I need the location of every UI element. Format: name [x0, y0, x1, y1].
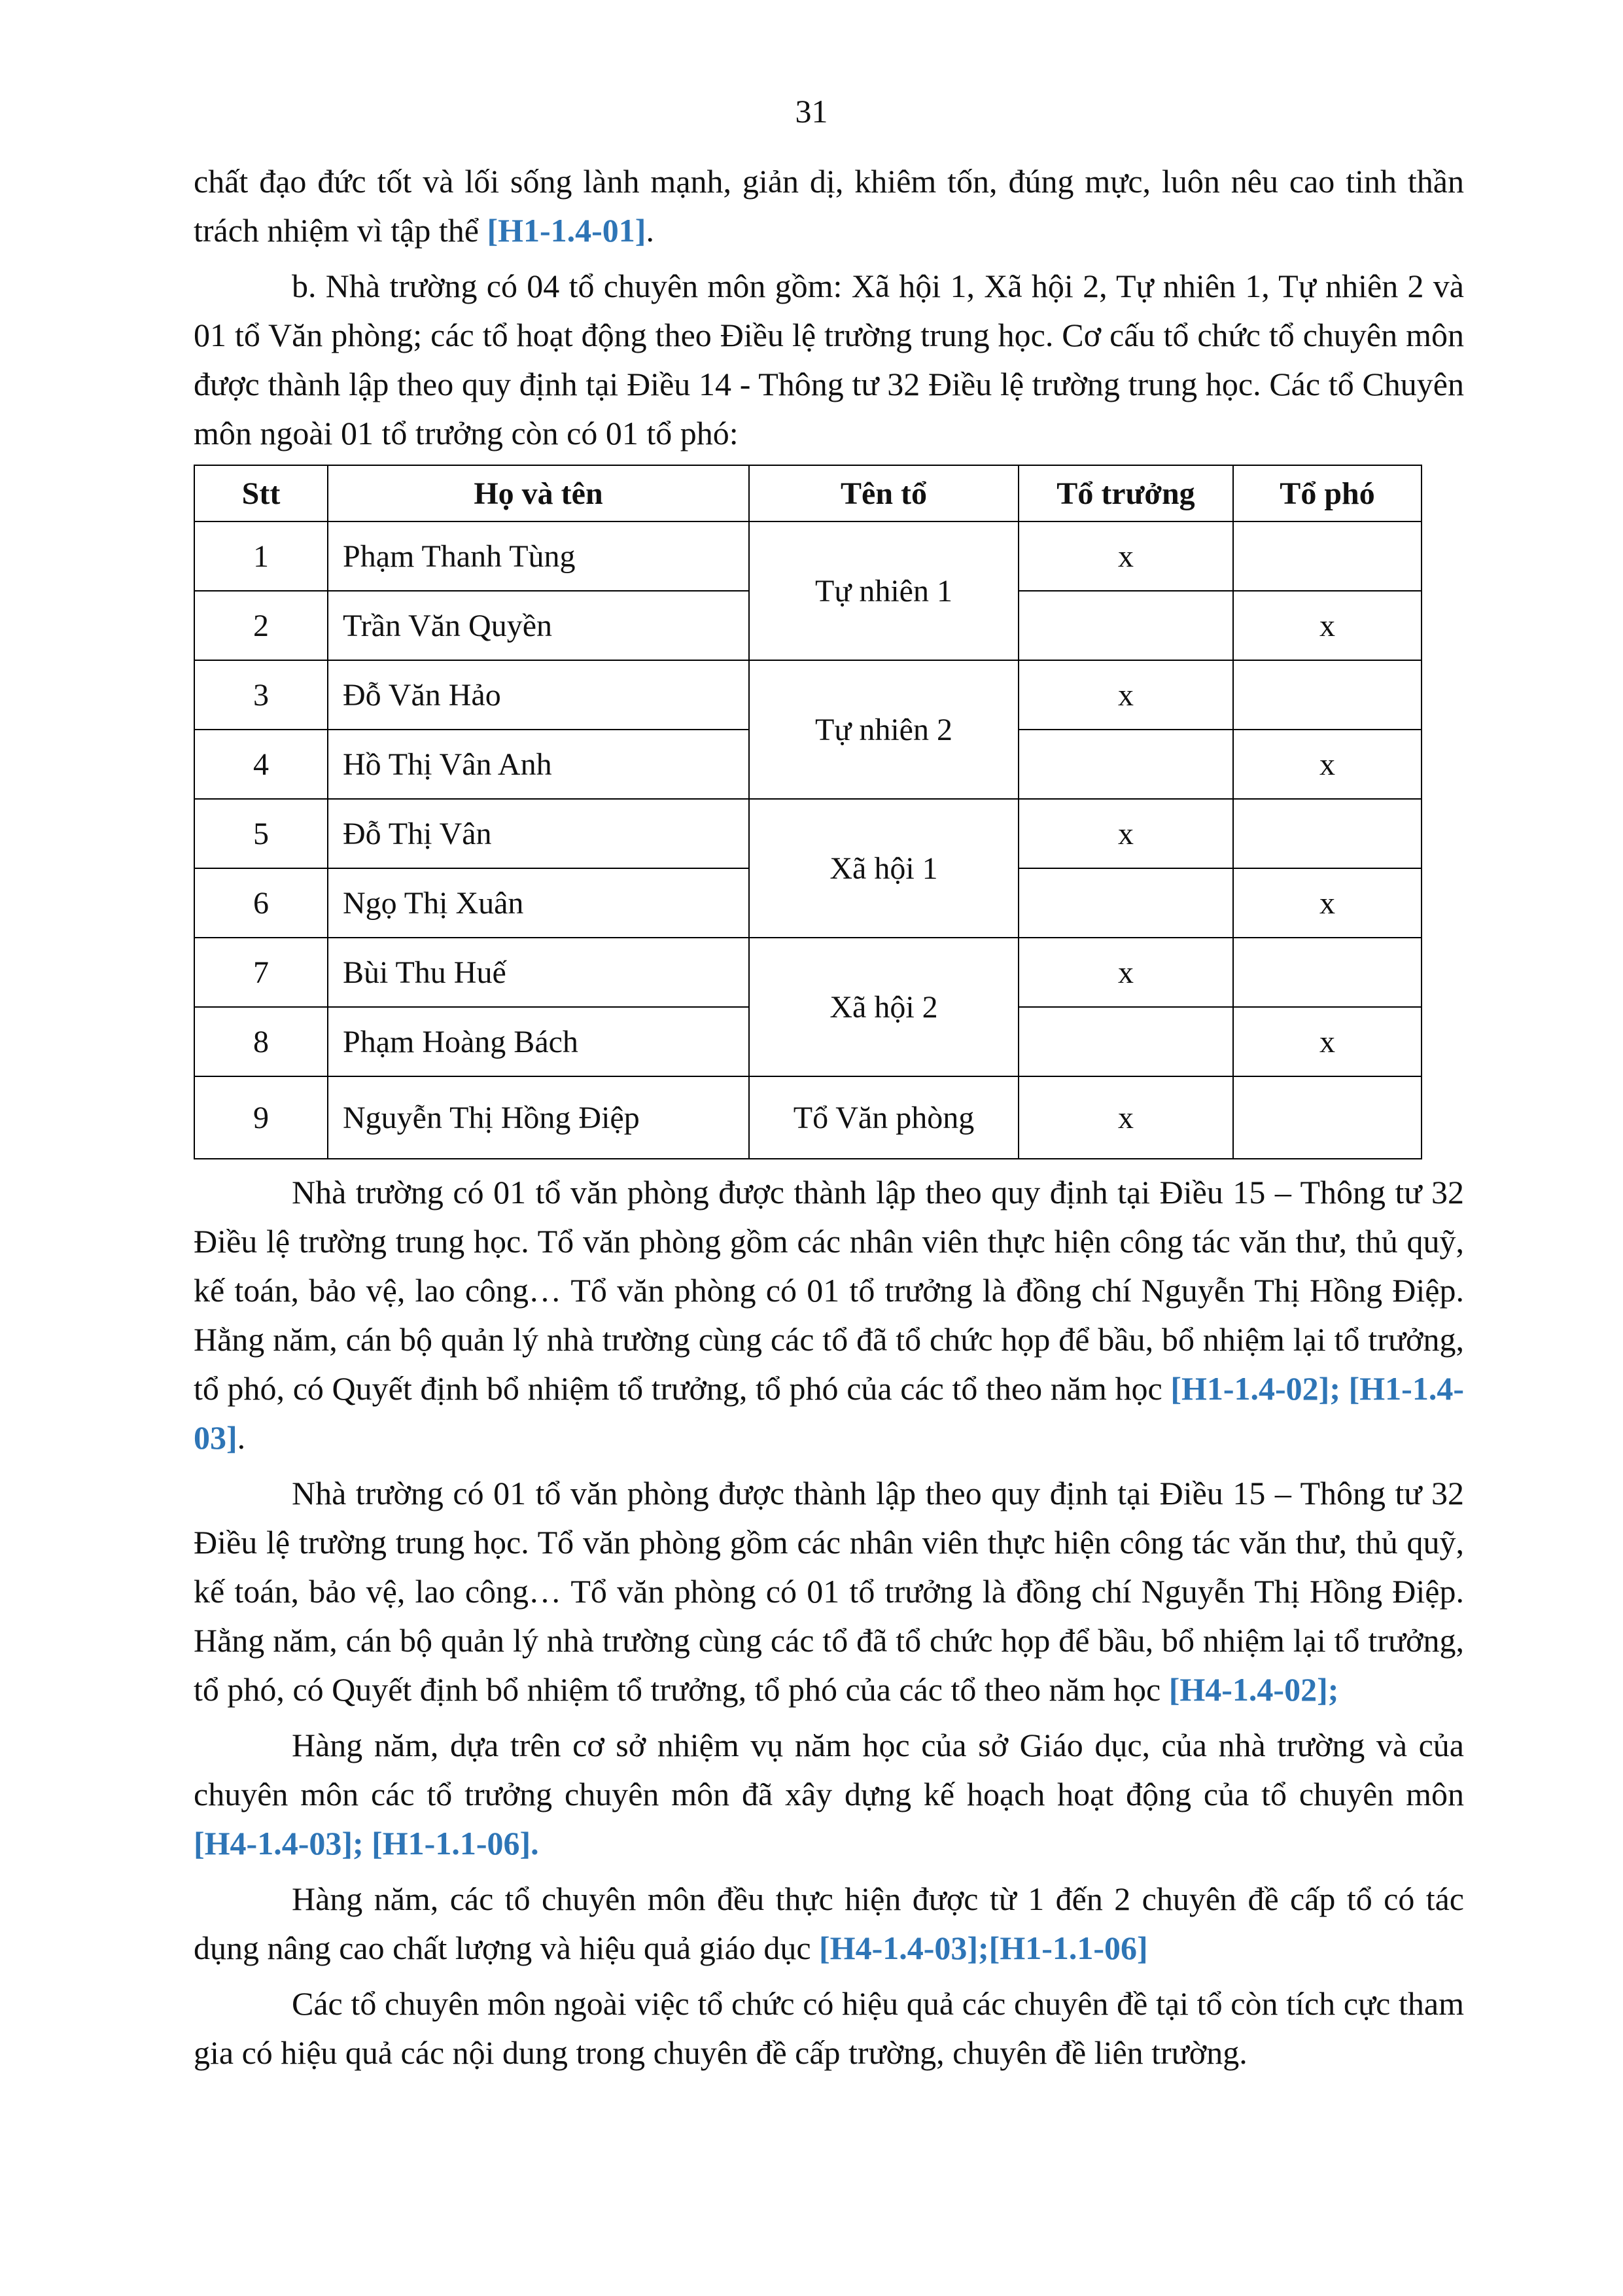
header-group: Tên tổ [749, 465, 1019, 521]
cell-name: Hồ Thị Vân Anh [328, 730, 749, 799]
cell-leader: x [1019, 938, 1233, 1007]
evidence-ref: [H4-1.4-02]; [1168, 1671, 1339, 1708]
cell-stt: 2 [194, 591, 328, 660]
paragraph [194, 1168, 1464, 1462]
cell-stt: 9 [194, 1076, 328, 1159]
header-deputy: Tổ phó [1233, 465, 1422, 521]
cell-stt: 8 [194, 1007, 328, 1076]
table-row [194, 799, 1422, 868]
paragraph-text: Nhà trường có 01 tổ văn phòng được thành lập theo quy định tại Điều 15 – Thông tư 32 Điều lệ trường trung học. Tổ văn phòng gồm các nhân viên thực hiện công tác văn thư, thủ quỹ, kế toán, bảo vệ, lao công… Tổ văn phòng có 01 tổ trưởng là đồng chí Nguyễn Thị Hồng Điệp. Hằng năm, cán bộ quản lý nhà trường cùng các tổ đã tổ chức họp để bầu, bổ nhiệm lại tổ trưởng, tổ phó, có Quyết định bổ nhiệm tổ trưởng, tổ phó của các tổ theo năm học [194, 1475, 1464, 1708]
evidence-ref: [H4-1.4-03]; [H1-1.1-06]. [194, 1825, 539, 1862]
cell-group: Tự nhiên 1 [749, 521, 1019, 660]
cell-name: Đỗ Văn Hảo [328, 660, 749, 730]
cell-stt: 6 [194, 868, 328, 938]
evidence-ref: [H1-1.4-01] [487, 212, 646, 249]
header-name: Họ và tên [328, 465, 749, 521]
cell-deputy: x [1233, 591, 1422, 660]
table-row [194, 938, 1422, 1007]
main-text [194, 1168, 1464, 2084]
intro-text [194, 157, 1464, 465]
paragraph-text: chất đạo đức tốt và lối sống lành mạnh, giản dị, khiêm tốn, đúng mực, luôn nêu cao tinh thần trách nhiệm vì tập thể [194, 163, 1464, 249]
paragraph-tail: . [646, 212, 654, 249]
paragraph-text: Hàng năm, dựa trên cơ sở nhiệm vụ năm học của sở Giáo dục, của nhà trường và của chuyên môn các tổ trưởng chuyên môn đã xây dựng kế hoạch hoạt động của tổ chuyên môn [194, 1727, 1464, 1812]
cell-name: Đỗ Thị Vân [328, 799, 749, 868]
cell-leader: x [1019, 799, 1233, 868]
header-leader: Tổ trưởng [1019, 465, 1233, 521]
cell-name: Nguyễn Thị Hồng Điệp [328, 1076, 749, 1159]
cell-name: Phạm Hoàng Bách [328, 1007, 749, 1076]
header-stt: Stt [194, 465, 328, 521]
cell-name: Trần Văn Quyền [328, 591, 749, 660]
cell-deputy: x [1233, 1007, 1422, 1076]
cell-stt: 4 [194, 730, 328, 799]
cell-deputy: x [1233, 730, 1422, 799]
paragraph-b [194, 262, 1464, 458]
cell-leader [1019, 591, 1233, 660]
paragraph-continuation [194, 157, 1464, 255]
cell-leader [1019, 868, 1233, 938]
paragraph-text: Các tổ chuyên môn ngoài việc tổ chức có hiệu quả các chuyên đề tại tổ còn tích cực tham gia có hiệu quả các nội dung trong chuyên đề cấp trường, chuyên đề liên trường. [194, 1985, 1464, 2071]
cell-stt: 1 [194, 521, 328, 591]
cell-name: Bùi Thu Huế [328, 938, 749, 1007]
cell-name: Phạm Thanh Tùng [328, 521, 749, 591]
cell-name: Ngọ Thị Xuân [328, 868, 749, 938]
cell-group: Tự nhiên 2 [749, 660, 1019, 799]
page-number: 31 [795, 93, 828, 130]
paragraph-text: Nhà trường có 01 tổ văn phòng được thành lập theo quy định tại Điều 15 – Thông tư 32 Điều lệ trường trung học. Tổ văn phòng gồm các nhân viên thực hiện công tác văn thư, thủ quỹ, kế toán, bảo vệ, lao công… Tổ văn phòng có 01 tổ trưởng là đồng chí Nguyễn Thị Hồng Điệp. Hằng năm, cán bộ quản lý nhà trường cùng các tổ đã tổ chức họp để bầu, bổ nhiệm lại tổ trưởng, tổ phó, có Quyết định bổ nhiệm tổ trưởng, tổ phó của các tổ theo năm học [194, 1174, 1464, 1407]
cell-leader [1019, 730, 1233, 799]
cell-group: Tổ Văn phòng [749, 1076, 1019, 1159]
cell-leader: x [1019, 1076, 1233, 1159]
table-row [194, 1076, 1422, 1159]
cell-deputy [1233, 799, 1422, 868]
paragraph [194, 1721, 1464, 1868]
evidence-ref: [H1-1.4-02]; [H1-1.4-03] [194, 1370, 1464, 1456]
paragraph [194, 1875, 1464, 1973]
paragraph-text: b. Nhà trường có 04 tổ chuyên môn gồm: Xã hội 1, Xã hội 2, Tự nhiên 1, Tự nhiên 2 và 01 tổ Văn phòng; các tổ hoạt động theo Điều lệ trường trung học. Cơ cấu tổ chức tổ chuyên môn được thành lập theo quy định tại Điều 14 - Thông tư 32 Điều lệ trường trung học. Các tổ Chuyên môn ngoài 01 tổ trưởng còn có 01 tổ phó: [194, 268, 1464, 451]
cell-stt: 5 [194, 799, 328, 868]
cell-leader [1019, 1007, 1233, 1076]
table-header-row [194, 465, 1422, 521]
cell-deputy [1233, 521, 1422, 591]
cell-stt: 3 [194, 660, 328, 730]
paragraph [194, 1979, 1464, 2077]
cell-deputy [1233, 938, 1422, 1007]
cell-deputy [1233, 1076, 1422, 1159]
table-row [194, 660, 1422, 730]
cell-group: Xã hội 1 [749, 799, 1019, 938]
table-row [194, 521, 1422, 591]
paragraph [194, 1469, 1464, 1714]
paragraph-text: Hàng năm, các tổ chuyên môn đều thực hiện được từ 1 đến 2 chuyên đề cấp tổ có tác dụng nâng cao chất lượng và hiệu quả giáo dục [194, 1881, 1464, 1966]
cell-deputy: x [1233, 868, 1422, 938]
staff-table [194, 465, 1422, 1159]
cell-leader: x [1019, 521, 1233, 591]
cell-deputy [1233, 660, 1422, 730]
evidence-ref: [H4-1.4-03];[H1-1.1-06] [819, 1930, 1148, 1966]
cell-group: Xã hội 2 [749, 938, 1019, 1076]
cell-leader: x [1019, 660, 1233, 730]
paragraph-tail: . [237, 1419, 246, 1456]
cell-stt: 7 [194, 938, 328, 1007]
